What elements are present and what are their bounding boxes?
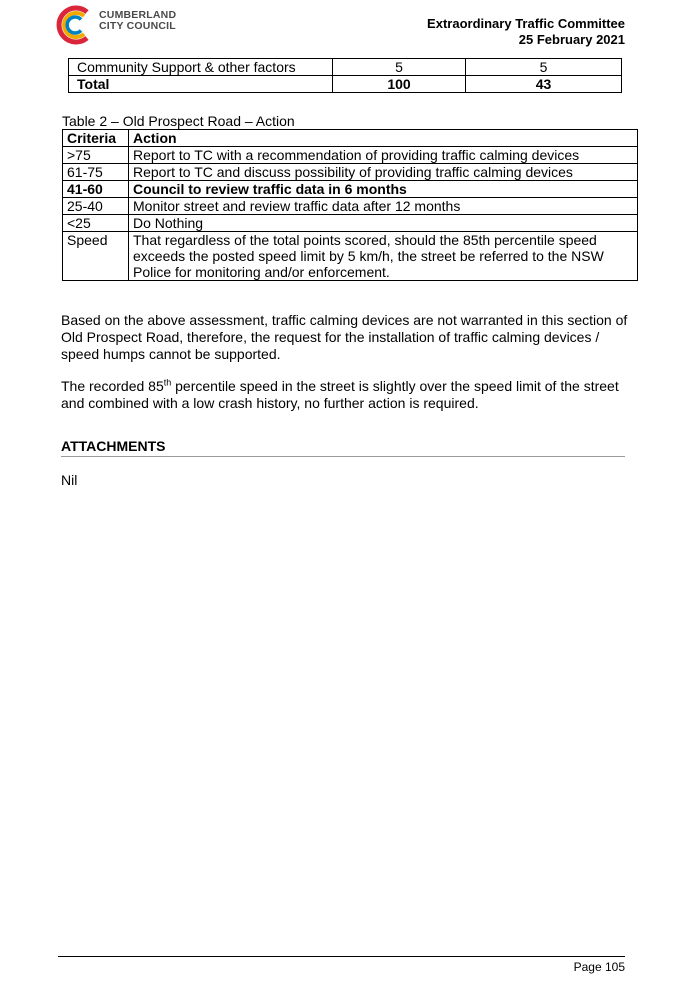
logo-line-2: CITY COUNCIL bbox=[99, 20, 176, 32]
speed-paragraph-end: percentile speed in the street is slightly over the speed limit of the street and combined with a low crash history, no further action is required. bbox=[61, 378, 619, 411]
table-row bbox=[69, 59, 622, 76]
council-logo-icon bbox=[52, 2, 98, 48]
action-table bbox=[62, 129, 638, 281]
action-cell: Do Nothing bbox=[129, 215, 638, 232]
row-label: Community Support & other factors bbox=[69, 59, 333, 76]
council-logo bbox=[52, 2, 182, 48]
row-max-points: 100 bbox=[333, 76, 466, 93]
action-cell: That regardless of the total points scored, should the 85th percentile speed exceeds the posted speed limit by 5 km/h, the street be referred to the NSW Police for monitoring and/or enforcement. bbox=[129, 232, 638, 281]
action-cell: Council to review traffic data in 6 months bbox=[129, 181, 638, 198]
row-label: Total bbox=[69, 76, 333, 93]
criteria-cell: <25 bbox=[63, 215, 129, 232]
assessment-paragraph: Based on the above assessment, traffic calming devices are not warranted in this section of Old Prospect Road, therefore, the request for the installation of traffic calming devices / speed humps cannot be supported. bbox=[61, 312, 628, 362]
criteria-cell: Speed bbox=[63, 232, 129, 281]
action-cell: Monitor street and review traffic data after 12 months bbox=[129, 198, 638, 215]
criteria-cell: 25-40 bbox=[63, 198, 129, 215]
speed-paragraph bbox=[61, 378, 631, 412]
scores-table bbox=[68, 58, 622, 93]
speed-paragraph-start: The recorded 85 bbox=[61, 378, 164, 394]
attachments-divider bbox=[61, 456, 625, 457]
table-row bbox=[69, 76, 622, 93]
page-number: Page 105 bbox=[573, 960, 625, 974]
action-cell: Report to TC with a recommendation of providing traffic calming devices bbox=[129, 147, 638, 164]
attachments-heading: ATTACHMENTS bbox=[61, 438, 166, 454]
footer-divider bbox=[58, 956, 625, 957]
action-cell: Report to TC and discuss possibility of providing traffic calming devices bbox=[129, 164, 638, 181]
header-criteria: Criteria bbox=[63, 130, 129, 147]
document-header bbox=[427, 16, 625, 48]
table-row bbox=[63, 198, 638, 215]
row-score: 5 bbox=[466, 59, 622, 76]
logo-line-1: CUMBERLAND bbox=[99, 9, 177, 21]
table-row bbox=[63, 147, 638, 164]
row-score: 43 bbox=[466, 76, 622, 93]
criteria-cell: >75 bbox=[63, 147, 129, 164]
logo-wordmark bbox=[99, 10, 176, 32]
criteria-cell: 41-60 bbox=[63, 181, 129, 198]
criteria-cell: 61-75 bbox=[63, 164, 129, 181]
table-row bbox=[63, 215, 638, 232]
header-action: Action bbox=[129, 130, 638, 147]
attachments-body: Nil bbox=[61, 472, 78, 488]
table-row bbox=[63, 164, 638, 181]
table-row-highlighted bbox=[63, 181, 638, 198]
table-caption: Table 2 – Old Prospect Road – Action bbox=[62, 113, 295, 129]
row-max-points: 5 bbox=[333, 59, 466, 76]
table-row bbox=[63, 232, 638, 281]
committee-name: Extraordinary Traffic Committee bbox=[427, 16, 625, 31]
ordinal-suffix: th bbox=[163, 377, 172, 388]
meeting-date: 25 February 2021 bbox=[518, 32, 625, 47]
table-header-row bbox=[63, 130, 638, 147]
